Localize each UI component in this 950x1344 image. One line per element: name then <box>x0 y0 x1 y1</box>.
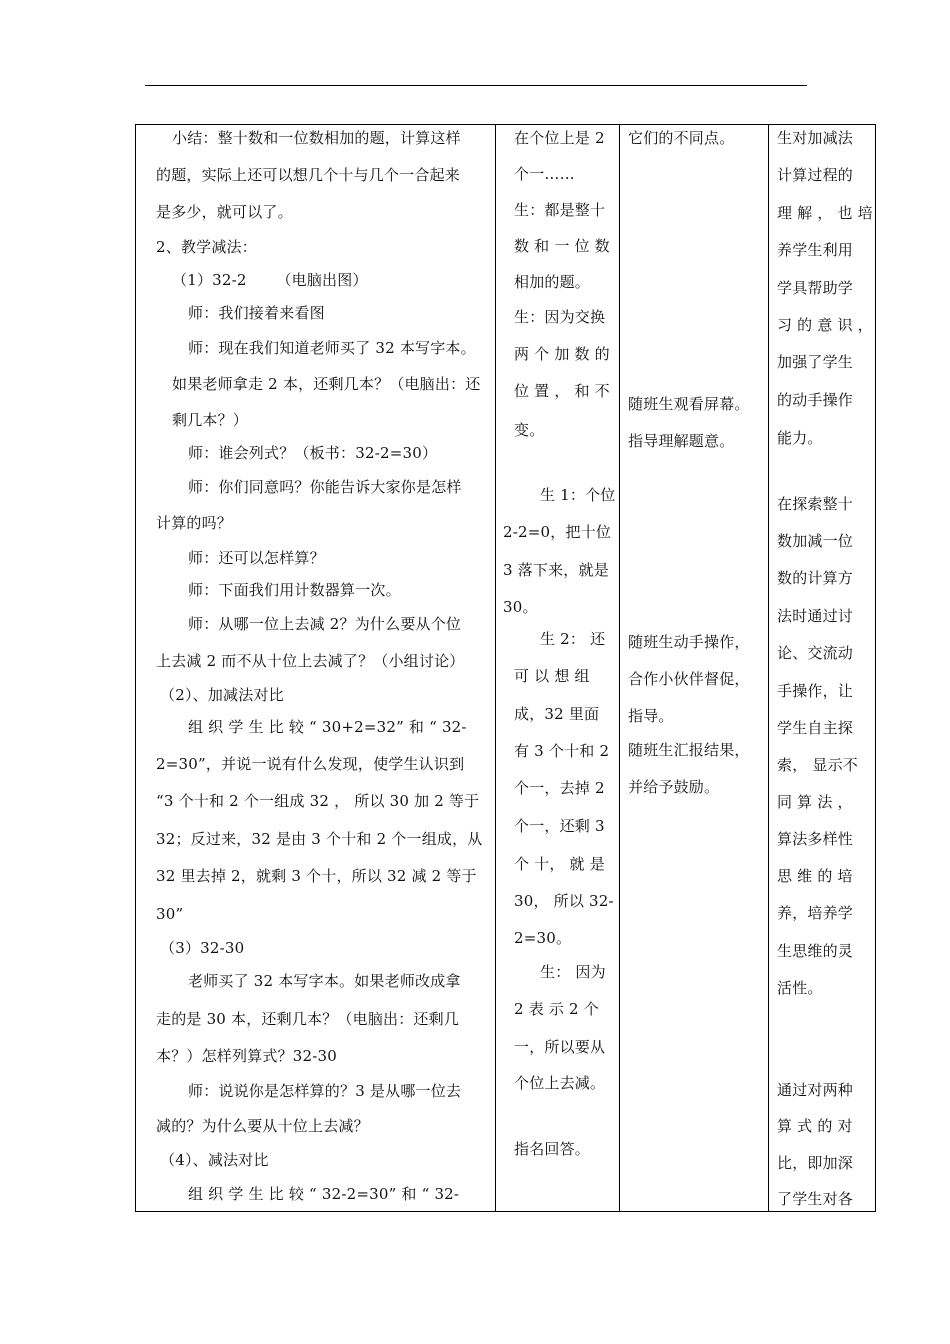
text-line: 如果老师拿走 2 本，还剩几本？（电脑出：还 <box>172 375 481 393</box>
text-line: 思 维 的 培 <box>777 867 853 885</box>
text-line: 在探索整十 <box>777 495 854 513</box>
text-line: 手操作，让 <box>777 682 854 700</box>
text-line: （3）32-30 <box>160 939 245 957</box>
text-line: 生对加减法 <box>777 129 854 147</box>
text-line: 的动手操作 <box>777 391 854 409</box>
text-line: 是多少，就可以了。 <box>156 203 293 221</box>
text-line: 数加减一位 <box>777 532 854 550</box>
text-line: 随班生动手操作， <box>628 633 750 651</box>
text-line: 师：你们同意吗？你能告诉大家你是怎样 <box>188 478 462 496</box>
text-line: 30” <box>156 905 184 923</box>
text-line: 在个位上是 2 <box>514 129 605 147</box>
text-line: 32；反过来，32 是由 3 个十和 2 个一组成，从 <box>156 830 483 848</box>
text-line: 一，所以要从 <box>514 1038 606 1056</box>
text-line: 位 置 ， 和 不 <box>514 382 610 400</box>
text-line: 生思维的灵 <box>777 942 854 960</box>
text-line: 小结：整十数和一位数相加的题，计算这样 <box>172 129 461 147</box>
text-line: 老师买了 32 本写字本。如果老师改成拿 <box>188 972 461 990</box>
text-line: 2-2=0，把十位 <box>503 523 612 541</box>
text-line: 法时通过讨 <box>777 607 854 625</box>
text-line: 2 表 示 2 个 <box>514 1000 599 1018</box>
text-line: 通过对两种 <box>777 1081 854 1099</box>
text-line: 生：都是整十 <box>514 201 606 219</box>
text-line: 两 个 加 数 的 <box>514 345 610 363</box>
text-line: 生： 因为 <box>540 963 606 981</box>
text-line: 组 织 学 生 比 较 “ 32-2=30” 和 “ 32- <box>188 1185 460 1203</box>
text-line: 算法多样性 <box>777 830 854 848</box>
text-line: 计算的吗？ <box>156 514 233 532</box>
text-line: 随班生汇报结果， <box>628 741 750 759</box>
text-line: 师：我们接着来看图 <box>188 304 325 322</box>
text-line: （2）、加减法对比 <box>160 686 284 704</box>
text-line: 并给予鼓励。 <box>628 778 720 796</box>
text-line: 养，培养学 <box>777 904 854 922</box>
text-line: 生 1：个位 <box>540 486 616 504</box>
text-line: 理 解 ， 也 培 <box>777 204 873 222</box>
text-line: 32 里去掉 2，就剩 3 个十，所以 32 减 2 等于 <box>156 867 477 885</box>
text-line: 加强了学生 <box>777 353 854 371</box>
text-line: 数的计算方 <box>777 569 854 587</box>
text-line: 学生自主探 <box>777 719 854 737</box>
text-line: 个一…… <box>514 165 575 183</box>
text-line: 师：现在我们知道老师买了 32 本写字本。 <box>188 339 476 357</box>
text-line: 生 2： 还 <box>540 630 606 648</box>
text-line: 比，即加深 <box>777 1154 854 1172</box>
text-line: 论、交流动 <box>777 644 854 662</box>
text-line: 相加的题。 <box>514 273 591 291</box>
text-line: 30。 <box>503 598 538 616</box>
text-line: 成，32 里面 <box>514 705 600 723</box>
text-line: 算 式 的 对 <box>777 1117 853 1135</box>
text-line: 师：从哪一位上去减 2？为什么要从个位 <box>188 615 462 633</box>
text-line: 减的？为什么要从十位上去减？ <box>156 1117 369 1135</box>
text-line: 师：说说你是怎样算的？3 是从哪一位去 <box>188 1082 462 1100</box>
text-line: 指名回答。 <box>514 1140 591 1158</box>
text-line: 指导。 <box>628 707 674 725</box>
text-line: 组 织 学 生 比 较 “ 30+2=32” 和 “ 32- <box>188 718 467 736</box>
header-rule <box>145 85 807 86</box>
text-line: 它们的不同点。 <box>628 129 735 147</box>
text-line: 能力。 <box>777 429 823 447</box>
text-line: 变。 <box>514 421 545 439</box>
text-line: “3 个十和 2 个一组成 32 ， 所以 30 加 2 等于 <box>156 792 480 810</box>
text-line: （4）、减法对比 <box>160 1151 269 1169</box>
text-line: （1）32-2 （电脑出图） <box>172 271 368 289</box>
text-line: 活性。 <box>777 979 823 997</box>
text-line: 本？）怎样列算式？32-30 <box>156 1047 338 1065</box>
text-line: 师：谁会列式？（板书：32-2=30） <box>188 444 438 462</box>
text-line: 指导理解题意。 <box>628 432 735 450</box>
text-line: 走的是 30 本，还剩几本？（电脑出：还剩几 <box>156 1010 460 1028</box>
column-divider <box>619 125 620 1211</box>
text-line: 2=30。 <box>514 929 572 947</box>
text-line: 合作小伙伴督促， <box>628 670 750 688</box>
text-line: 上去减 2 而不从十位上去减了？（小组讨论） <box>156 652 465 670</box>
text-line: 同 算 法 ， <box>777 793 853 811</box>
text-line: 学具帮助学 <box>777 279 854 297</box>
text-line: 计算过程的 <box>777 166 854 184</box>
text-line: 3 落下来，就是 <box>503 561 609 579</box>
text-line: 师：还可以怎样算？ <box>188 549 325 567</box>
text-line: 个位上去减。 <box>514 1074 606 1092</box>
text-line: 个 十， 就 是 <box>514 855 605 873</box>
text-line: 师：下面我们用计数器算一次。 <box>188 581 401 599</box>
text-line: 随班生观看屏幕。 <box>628 395 750 413</box>
text-line: 个一，去掉 2 <box>514 779 605 797</box>
text-line: 2=30”，并说一说有什么发现，使学生认识到 <box>156 755 465 773</box>
text-line: 索， 显示不 <box>777 756 858 774</box>
text-line: 个一，还剩 3 <box>514 817 605 835</box>
text-line: 有 3 个十和 2 <box>514 742 610 760</box>
text-line: 2、教学减法： <box>156 238 257 256</box>
column-divider <box>768 125 769 1211</box>
text-line: 了学生对各 <box>777 1190 854 1208</box>
text-line: 养学生利用 <box>777 241 854 259</box>
text-line: 习 的 意 识 ， <box>777 316 873 334</box>
text-line: 生：因为交换 <box>514 308 606 326</box>
text-line: 可 以 想 组 <box>514 667 590 685</box>
text-line: 的题，实际上还可以想几个十与几个一合起来 <box>156 166 461 184</box>
text-line: 30， 所以 32- <box>514 892 614 910</box>
column-divider <box>495 125 496 1211</box>
text-line: 剩几本？） <box>172 411 249 429</box>
text-line: 数 和 一 位 数 <box>514 237 610 255</box>
